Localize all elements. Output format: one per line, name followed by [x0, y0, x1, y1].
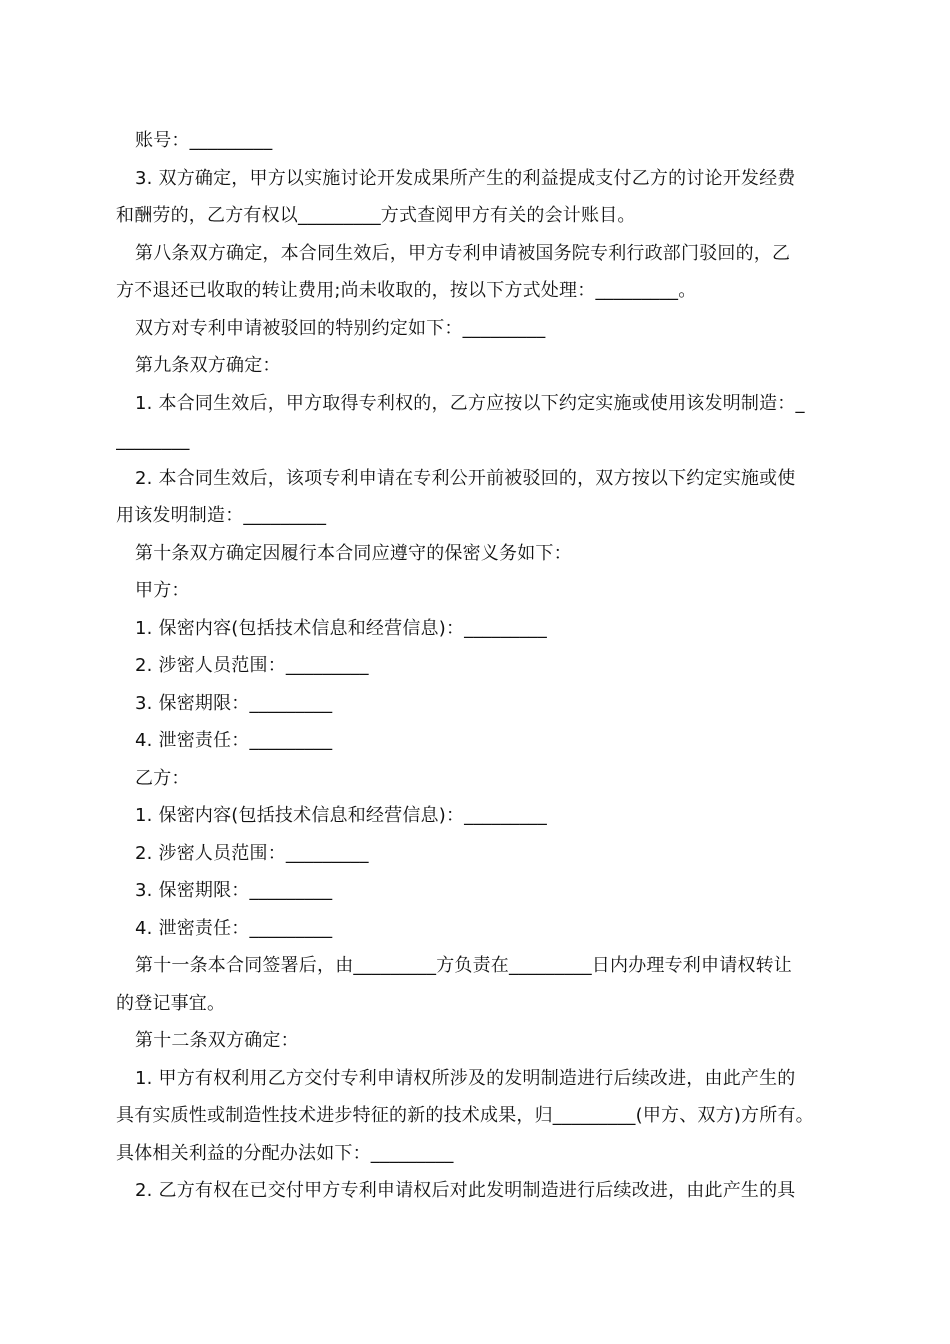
text-line: 甲方：: [135, 580, 190, 601]
text-line: 第十条双方确定因履行本合同应遵守的保密义务如下：: [135, 542, 572, 564]
text-line: 第十二条双方确定：: [135, 1030, 299, 1051]
text-line: ________: [116, 430, 190, 451]
text-line: 1. 保密内容(包括技术信息和经营信息)：_________: [135, 617, 547, 639]
text-line: 第十一条本合同签署后，由_________方负责在_________日内办理专利申请权转让: [135, 955, 792, 976]
text-line: 具体相关利益的分配办法如下：_________: [116, 1142, 454, 1164]
text-line: 4. 泄密责任：_________: [135, 730, 333, 751]
text-line: 3. 双方确定，甲方以实施讨论开发成果所产生的利益提成支付乙方的讨论开发经费: [135, 167, 796, 189]
text-line: 2. 涉密人员范围：_________: [135, 655, 369, 676]
text-line: 和酬劳的，乙方有权以_________方式查阅甲方有关的会计账目。: [116, 205, 636, 226]
text-line: 账号：_________: [135, 130, 273, 151]
text-line: 用该发明制造：_________: [116, 505, 327, 526]
text-line: 具有实质性或制造性技术进步特征的新的技术成果，归_________(甲方、双方)方所有。: [116, 1105, 814, 1126]
text-line: 双方对专利申请被驳回的特别约定如下：_________: [135, 317, 546, 339]
text-line: 1. 本合同生效后，甲方取得专利权的，乙方应按以下约定实施或使用该发明制造：_: [135, 392, 805, 414]
text-line: 乙方：: [135, 767, 190, 789]
text-line: 2. 乙方有权在已交付甲方专利申请权后对此发明制造进行后续改进，由此产生的具: [135, 1180, 796, 1201]
text-line: 第八条双方确定，本合同生效后，甲方专利申请被国务院专利行政部门驳回的，乙: [135, 242, 791, 264]
text-line: 1. 甲方有权利用乙方交付专利申请权所涉及的发明制造进行后续改进，由此产生的: [135, 1067, 796, 1089]
document-page: [116, 122, 840, 1210]
text-line: 方不退还已收取的转让费用;尚未收取的，按以下方式处理：_________。: [116, 280, 697, 301]
text-line: 4. 泄密责任：_________: [135, 917, 333, 939]
text-line: 2. 涉密人员范围：_________: [135, 842, 369, 864]
text-line: 第九条双方确定：: [135, 355, 281, 376]
text-line: 3. 保密期限：_________: [135, 692, 333, 714]
text-line: 的登记事宜。: [116, 992, 226, 1014]
text-line: 2. 本合同生效后，该项专利申请在专利公开前被驳回的，双方按以下约定实施或使: [135, 467, 796, 489]
text-line: 1. 保密内容(包括技术信息和经营信息)：_________: [135, 805, 547, 826]
text-line: 3. 保密期限：_________: [135, 880, 333, 901]
